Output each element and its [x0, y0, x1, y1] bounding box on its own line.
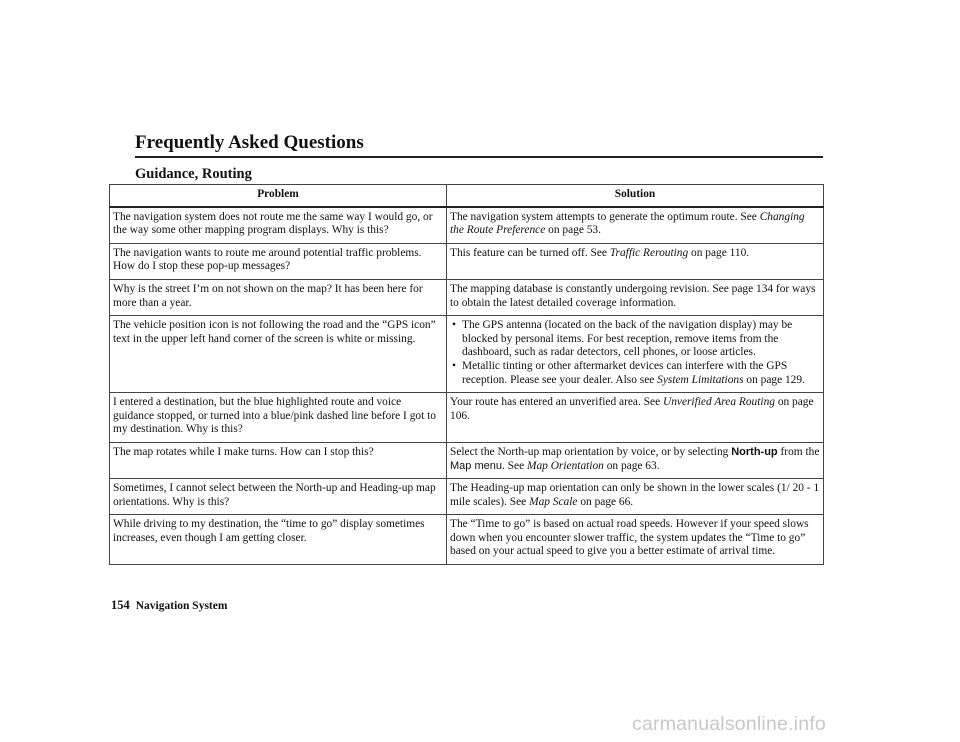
list-item	[450, 319, 820, 360]
page-number: 154	[111, 598, 130, 612]
column-header-problem: Problem	[110, 185, 447, 207]
solution-cell	[447, 316, 824, 393]
problem-cell: Sometimes, I cannot select between the North-up and Heading-up map orientations. Why is this?	[110, 479, 447, 515]
text-italic: Traffic Rerouting	[609, 246, 689, 259]
title-rule	[135, 156, 823, 158]
solution-cell	[447, 207, 824, 244]
text-run: on page 129.	[743, 373, 805, 386]
solution-text	[450, 283, 820, 310]
solution-text	[450, 518, 820, 559]
solution-cell	[447, 393, 824, 443]
text-run: . See	[501, 459, 527, 472]
text-sans-bold: North-up	[731, 445, 778, 458]
solution-cell	[447, 243, 824, 279]
problem-cell: The navigation system does not route me the same way I would go, or the way some other mapping program displays. Why is this?	[110, 207, 447, 244]
solution-cell	[447, 515, 824, 565]
faq-table-body	[110, 207, 824, 565]
table-row	[110, 207, 824, 244]
text-run: Select the North-up map orientation by voice, or by selecting	[450, 445, 732, 458]
table-header-row	[110, 185, 824, 207]
text-italic: Changing the Route Preference	[450, 210, 805, 237]
problem-cell: The vehicle position icon is not following the road and the “GPS icon” text in the upper left hand corner of the screen is white or missing.	[110, 316, 447, 393]
page-title: Frequently Asked Questions	[135, 132, 364, 153]
table-row	[110, 279, 824, 315]
text-run: The Heading-up map orientation can only be shown in the lower scales (1/ 20 - 1 mile scales). See	[450, 482, 820, 508]
column-header-solution: Solution	[447, 185, 824, 207]
text-run: on page 63.	[603, 459, 660, 472]
text-run: This feature can be turned off. See	[450, 246, 610, 259]
table-row	[110, 393, 824, 443]
text-run: on page 106.	[450, 396, 814, 422]
text-italic: Map Orientation	[526, 459, 604, 472]
problem-cell: The navigation wants to route me around potential traffic problems. How do I stop these pop-up messages?	[110, 243, 447, 279]
footer-label: Navigation System	[135, 600, 228, 612]
solution-bullets	[450, 319, 820, 387]
text-run: The “Time to go” is based on actual road speeds. However if your speed slows down when you encounter slower traffic, the system updates the “Time to go” based on your actual speed to give you a better estimate of arrival time.	[450, 518, 809, 558]
problem-cell: While driving to my destination, the “time to go” display sometimes increases, even though I am getting closer.	[110, 515, 447, 565]
text-italic: Map Scale	[529, 495, 578, 508]
text-run: from the	[777, 445, 820, 458]
solution-cell	[447, 479, 824, 515]
table-row	[110, 515, 824, 565]
problem-cell: Why is the street I’m on not shown on the map? It has been here for more than a year.	[110, 279, 447, 315]
text-run: The GPS antenna (located on the back of the navigation display) may be blocked by personal items. For best reception, remove items from the dashboard, such as radar detectors, cell phones, or loose articles.	[462, 319, 793, 359]
solution-cell	[447, 279, 824, 315]
solution-text	[450, 396, 820, 423]
solution-text	[450, 211, 820, 238]
text-run: Metallic tinting or other aftermarket devices can interfere with the GPS reception. Please see your dealer. Also see	[462, 359, 788, 386]
text-run: on page 53.	[545, 224, 601, 237]
list-item	[450, 360, 820, 387]
text-run: Your route has entered an unverified area. See	[450, 396, 663, 409]
watermark: carmanualsonline.info	[632, 713, 826, 735]
text-run: The mapping database is constantly undergoing revision. See page 134 for ways to obtain the latest detailed coverage information.	[450, 282, 816, 309]
section-title: Guidance, Routing	[135, 166, 252, 182]
solution-cell	[447, 442, 824, 478]
text-sans: Map menu	[450, 459, 502, 472]
solution-text	[450, 482, 820, 509]
faq-table	[109, 184, 824, 565]
text-run: The navigation system attempts to generate the optimum route. See	[450, 210, 760, 223]
solution-text	[450, 247, 820, 261]
problem-cell: The map rotates while I make turns. How can I stop this?	[110, 442, 447, 478]
text-italic: System Limitations	[657, 373, 744, 386]
table-row	[110, 479, 824, 515]
table-row	[110, 316, 824, 393]
problem-cell: I entered a destination, but the blue highlighted route and voice guidance stopped, or turned into a blue/pink dashed line before I got to my destination. Why is this?	[110, 393, 447, 443]
table-row	[110, 243, 824, 279]
text-run: on page 110.	[688, 246, 750, 259]
table-row	[110, 442, 824, 478]
page-footer	[111, 598, 227, 613]
text-run: on page 66.	[577, 495, 634, 508]
solution-text	[450, 446, 820, 473]
text-italic: Unverified Area Routing	[662, 396, 775, 409]
